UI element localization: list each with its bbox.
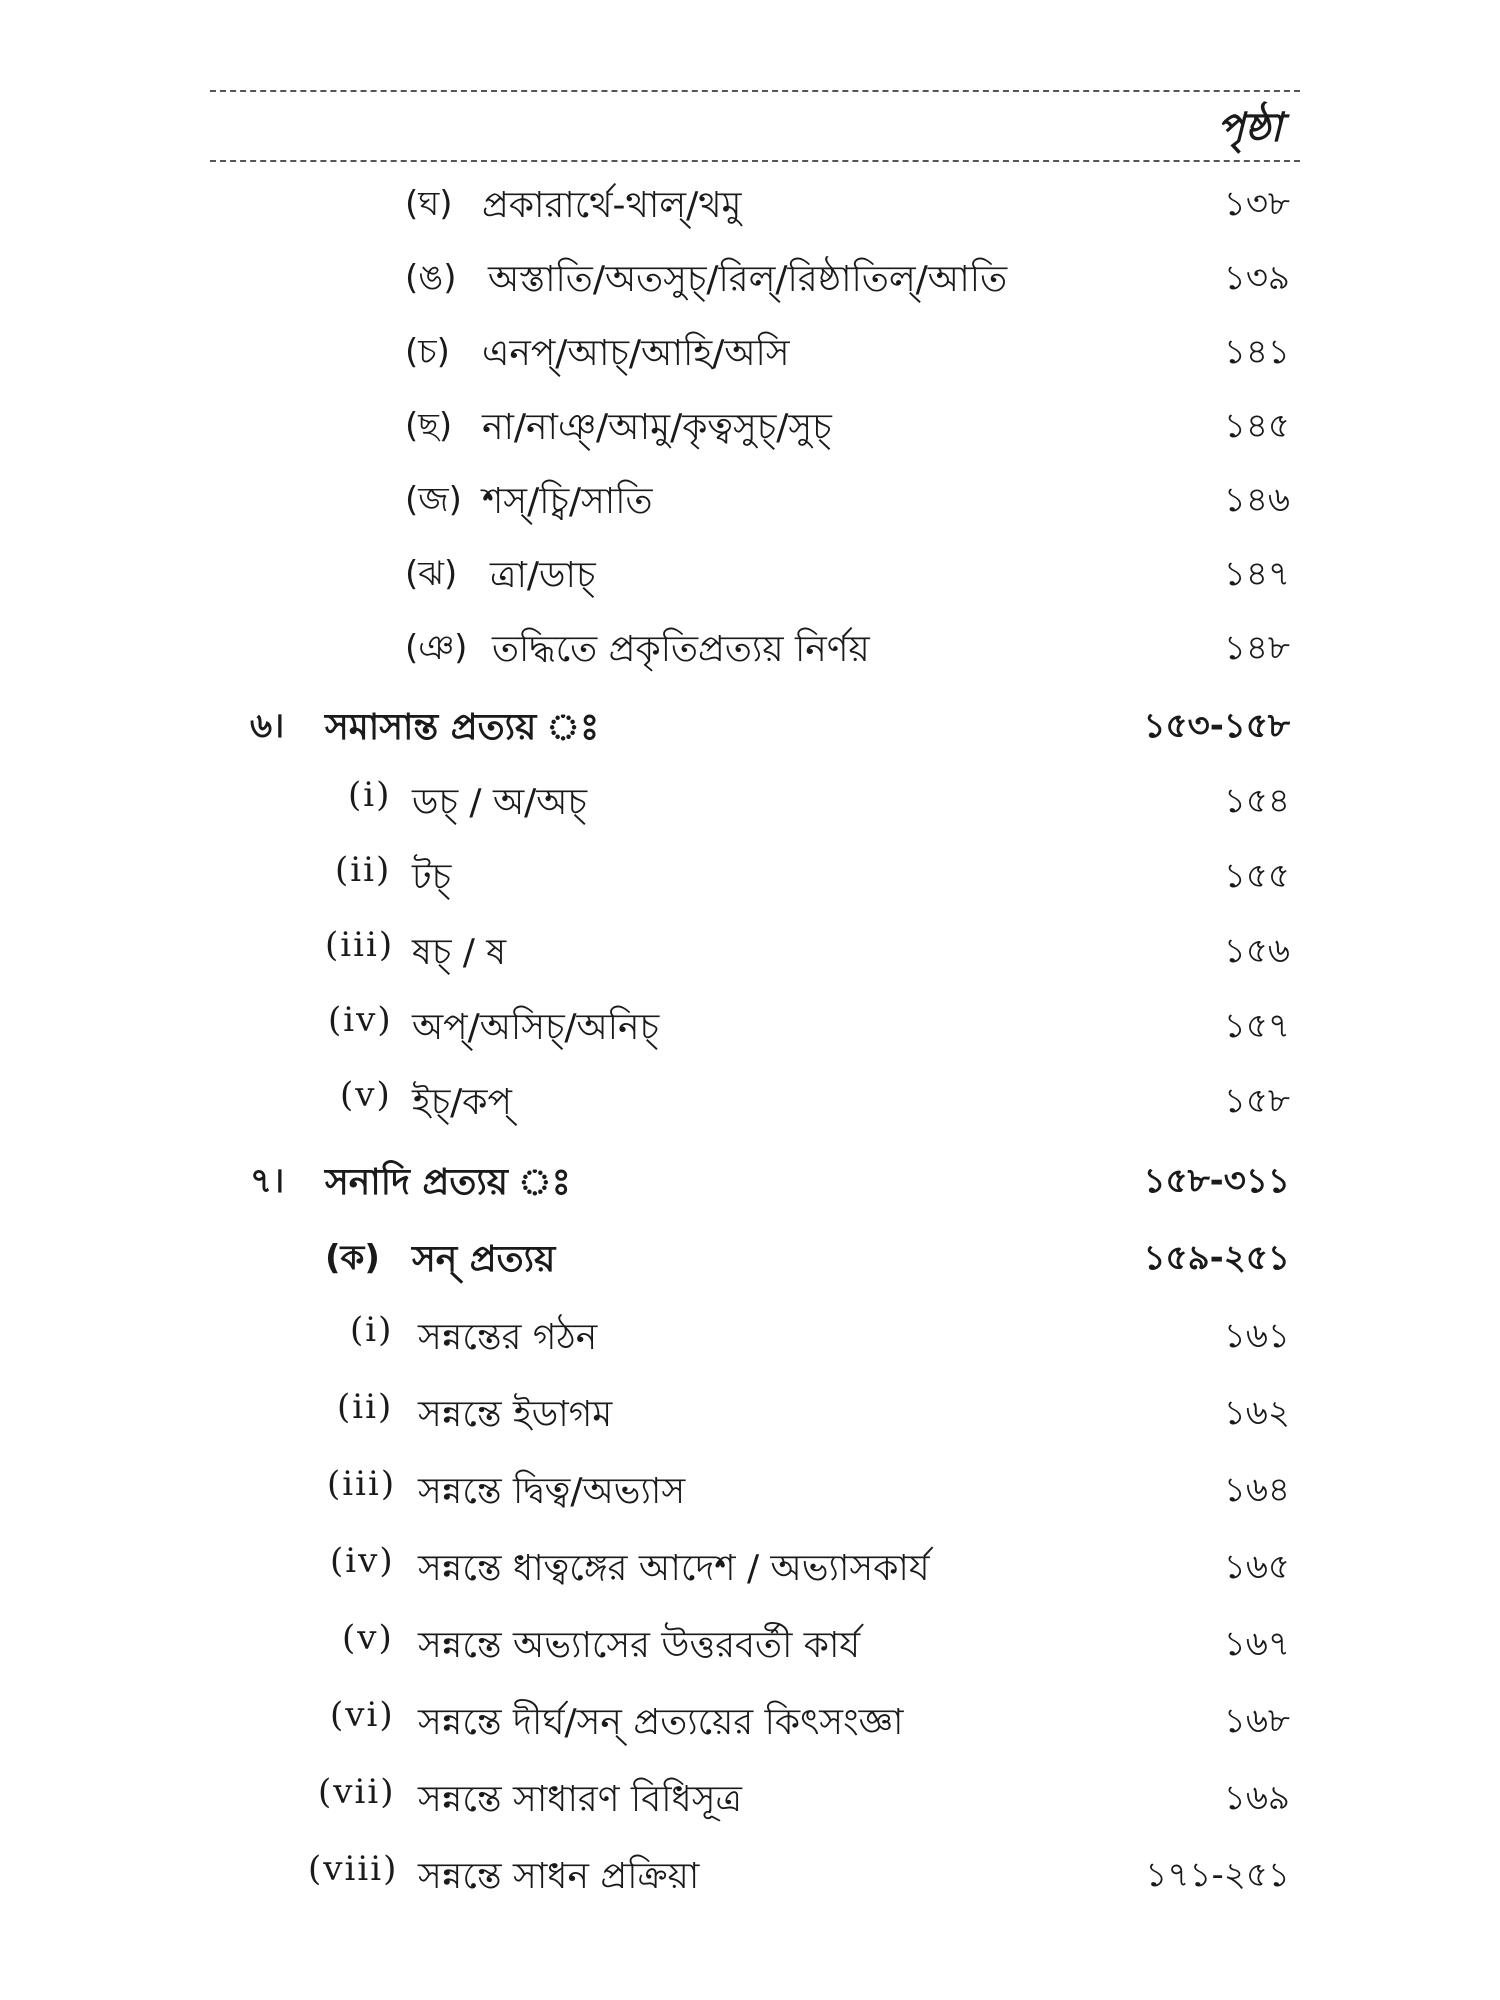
subsection-page-range: ১৫৯-২৫১ — [1143, 1238, 1290, 1278]
section-page-range: ১৫৮-৩১১ — [1143, 1161, 1290, 1201]
toc-entry — [0, 548, 1500, 608]
entry-page: ১৬৮ — [1223, 1701, 1290, 1741]
entry-label: (ছ) — [405, 406, 453, 446]
section-title: সমাসান্ত প্রত্যয় ঃ — [325, 707, 600, 748]
entry-page: ১৪৬ — [1223, 480, 1290, 520]
toc-entry — [0, 1000, 1500, 1060]
entry-title: টচ্ — [412, 857, 452, 898]
top-rule — [210, 90, 1300, 92]
entry-title: ষচ্ / ষ — [412, 932, 507, 973]
entry-label: (ঘ) — [405, 184, 453, 224]
entry-page: ১৫৮ — [1223, 1081, 1290, 1121]
entry-label: (ii) — [337, 1387, 394, 1427]
toc-entry — [0, 400, 1500, 460]
entry-label: (iv) — [330, 1541, 395, 1581]
entry-title: সন্নন্তে সাধারণ বিধিসূত্র — [418, 1779, 742, 1820]
entry-title: সন্নন্তে ইডাগম — [418, 1394, 613, 1435]
entry-label: (ঞ) — [405, 628, 468, 668]
page-column-heading: পৃষ্ঠা — [1217, 105, 1282, 151]
entry-page: ১৫৪ — [1223, 781, 1290, 821]
entry-label: (জ) — [405, 480, 462, 520]
entry-label: (ঙ) — [405, 258, 457, 298]
entry-page: ১৬২ — [1223, 1393, 1290, 1433]
entry-label: (iv) — [328, 1000, 393, 1040]
toc-entry — [0, 1387, 1500, 1447]
toc-entry — [0, 775, 1500, 835]
entry-title: সন্নন্তের গঠন — [418, 1317, 598, 1358]
toc-entry — [0, 326, 1500, 386]
entry-page: ১৬৫ — [1223, 1547, 1290, 1587]
entry-title: শস্/চ্বি/সাতি — [482, 481, 653, 522]
entry-title: না/নাঞ্/আমু/কৃত্বসুচ্/সুচ্ — [482, 407, 832, 448]
entry-page: ১৩৯ — [1223, 258, 1290, 298]
entry-label: (চ) — [405, 332, 450, 372]
toc-entry — [0, 178, 1500, 238]
toc-subsection — [0, 1232, 1500, 1292]
toc-entry — [0, 1849, 1500, 1909]
entry-page: ১৭১-২৫১ — [1145, 1855, 1290, 1895]
entry-label: (vii) — [318, 1772, 396, 1812]
entry-page: ১৪৭ — [1223, 554, 1290, 594]
entry-label: (vi) — [330, 1695, 395, 1735]
entry-label: (i) — [350, 1310, 394, 1350]
toc-entry — [0, 1541, 1500, 1601]
entry-page: ১৫৬ — [1223, 931, 1290, 971]
entry-title: সন্নন্তে দ্বিত্ব/অভ্যাস — [418, 1471, 686, 1512]
entry-title: ত্রা/ডাচ্ — [490, 555, 596, 596]
entry-page: ১৬৭ — [1223, 1624, 1290, 1664]
entry-page: ১৪৫ — [1223, 406, 1290, 446]
entry-title: অপ্/অসিচ্/অনিচ্ — [412, 1007, 659, 1048]
toc-section — [0, 700, 1500, 760]
entry-label: (viii) — [308, 1849, 399, 1889]
section-number: ৭। — [250, 1161, 285, 1201]
header-rule — [210, 160, 1300, 162]
entry-title: তদ্ধিতে প্রকৃতিপ্রত্যয় নির্ণয় — [492, 629, 870, 670]
toc-section — [0, 1155, 1500, 1215]
toc-entry — [0, 1464, 1500, 1524]
toc-entry — [0, 1695, 1500, 1755]
entry-label: (v) — [342, 1618, 394, 1658]
entry-label: (ii) — [335, 850, 392, 890]
entry-title: সন্নন্তে ধাত্বঙ্গের আদেশ / অভ্যাসকার্য — [418, 1548, 930, 1589]
toc-entry — [0, 474, 1500, 534]
toc-entry — [0, 925, 1500, 985]
entry-label: (ঝ) — [405, 554, 458, 594]
entry-title: এনপ্/আচ্/আহি/অসি — [482, 333, 790, 374]
entry-page: ১৪১ — [1223, 332, 1290, 372]
toc-entry — [0, 1075, 1500, 1135]
entry-title: অস্তাতি/অতসুচ্/রিল্/রিষ্ঠাতিল্/আতি — [488, 259, 1008, 300]
toc-entry — [0, 850, 1500, 910]
entry-title: ডচ্ / অ/অচ্ — [412, 782, 587, 823]
entry-page: ১৬৪ — [1223, 1470, 1290, 1510]
section-title: সনাদি প্রত্যয় ঃ — [325, 1162, 571, 1203]
entry-page: ১৬৯ — [1223, 1778, 1290, 1818]
toc-entry — [0, 1310, 1500, 1370]
subsection-title: সন্ প্রত্যয় — [412, 1239, 556, 1280]
toc-entry — [0, 1618, 1500, 1678]
entry-title: সন্নন্তে অভ্যাসের উত্তরবর্তী কার্য — [418, 1625, 861, 1666]
entry-label: (iii) — [327, 1464, 397, 1504]
entry-label: (v) — [340, 1075, 392, 1115]
entry-label: (iii) — [325, 925, 395, 965]
entry-page: ১৩৮ — [1223, 184, 1290, 224]
entry-title: সন্নন্তে সাধন প্রক্রিয়া — [418, 1856, 700, 1897]
section-number: ৬। — [250, 706, 285, 746]
entry-page: ১৪৮ — [1223, 628, 1290, 668]
subsection-label: (ক) — [325, 1238, 380, 1278]
entry-title: ইচ্/কপ্ — [412, 1082, 512, 1123]
entry-title: সন্নন্তে দীর্ঘ/সন্ প্রত্যয়ের কিৎসংজ্ঞা — [418, 1702, 904, 1743]
entry-page: ১৬১ — [1223, 1316, 1290, 1356]
toc-entry — [0, 622, 1500, 682]
toc-entry — [0, 1772, 1500, 1832]
entry-page: ১৫৫ — [1223, 856, 1290, 896]
entry-title: প্রকারার্থে-থাল্/থমু — [482, 185, 742, 226]
section-page-range: ১৫৩-১৫৮ — [1143, 706, 1290, 746]
toc-entry — [0, 252, 1500, 312]
entry-page: ১৫৭ — [1223, 1006, 1290, 1046]
entry-label: (i) — [348, 775, 392, 815]
